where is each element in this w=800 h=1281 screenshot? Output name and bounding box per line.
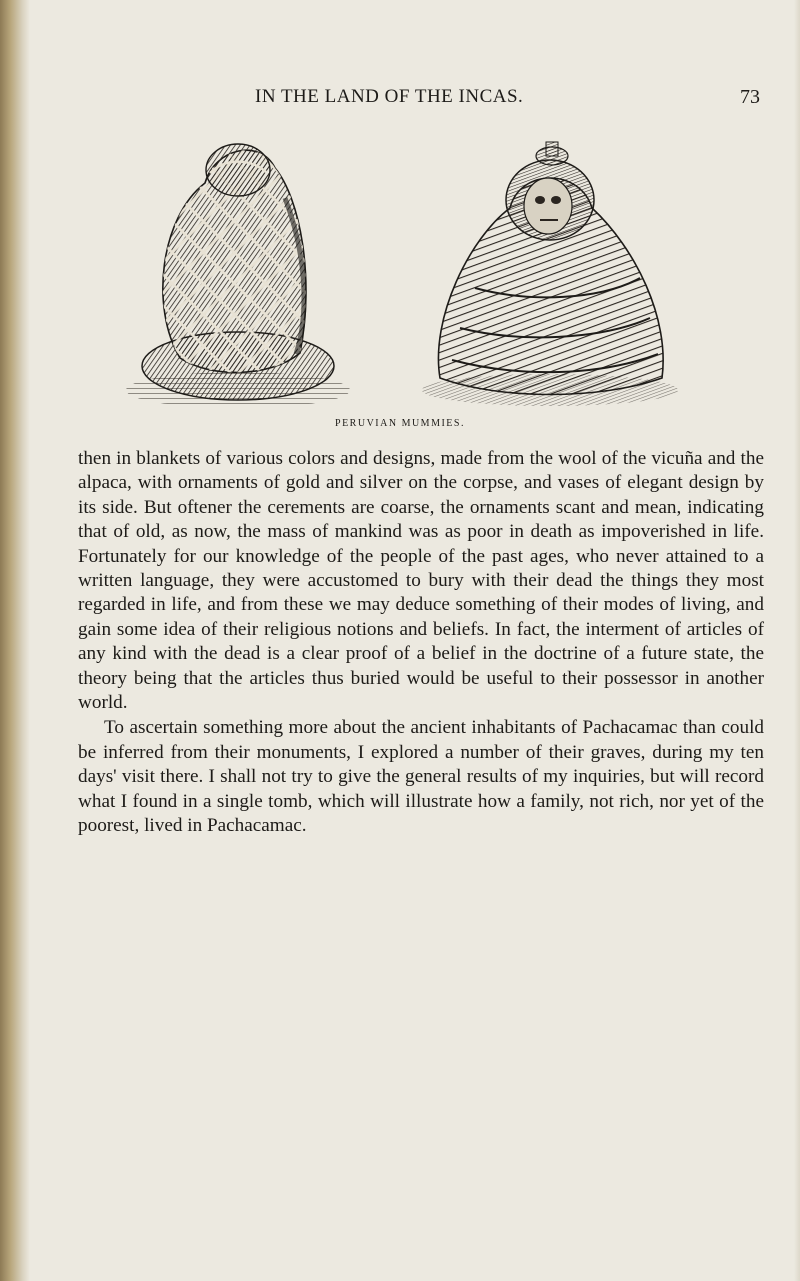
- figure-caption: PERUVIAN MUMMIES.: [335, 418, 465, 429]
- mummies-illustration: [100, 128, 740, 428]
- page-binding-edge: [0, 0, 30, 1281]
- paragraph: To ascertain something more about the ancient inhabitants of Pachacamac than could be inferred from their monuments, I explored a number of their graves, during my ten days' visit there. I shall not try to give the general results of my inquiries, but will record what I found in a single tomb, which will illustrate how a family, not rich, nor yet of the poorest, lived in Pachacamac.: [78, 717, 764, 837]
- body-text: [78, 447, 764, 839]
- paragraph: then in blankets of various colors and designs, made from the wool of the vicuña and the alpaca, with ornaments of gold and silver on the corpse, and vases of elegant design by its side. But oftener the cerements are coarse, the ornaments scant and mean, indicating that of old, as now, the mass of mankind was as poor in death as impoverished in life. Fortunately for our knowledge of the people of the past ages, who never attained to a written language, they were accustomed to bury with their dead the things they most regarded in life, and from these we may deduce something of their modes of living, and gain some idea of their religious notions and beliefs. In fact, the interment of articles of any kind with the dead is a clear proof of a belief in the doctrine of a future state, the theory being that the articles thus buried would be useful to their possessor in another world.: [78, 448, 764, 714]
- running-title: IN THE LAND OF THE INCAS.: [255, 86, 524, 107]
- page-right-edge: [794, 0, 800, 1281]
- page-header: [200, 86, 760, 116]
- left-mummy-drawing: [110, 128, 360, 418]
- right-mummy-drawing: [400, 128, 700, 418]
- page-number: 73: [740, 86, 760, 108]
